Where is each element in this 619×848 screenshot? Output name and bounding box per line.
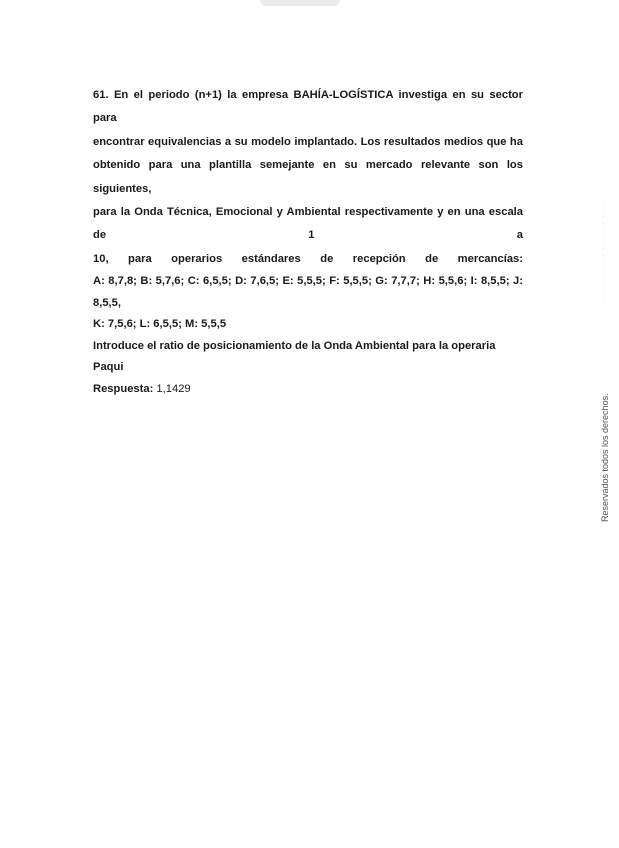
- problem-line: para la Onda Técnica, Emocional y Ambiental respectivamente y en una escala de 1 a: [93, 206, 523, 242]
- problem-statement: [93, 84, 523, 271]
- problem-line: encontrar equivalencias a su modelo implantado. Los resultados medios que ha: [93, 135, 523, 148]
- question-prompt: Introduce el ratio de posicionamiento de la Onda Ambiental para la operaria Paqui: [93, 339, 496, 374]
- problem-line: 10, para operarios estándares de recepción de mercancías:: [93, 252, 523, 265]
- scores-line: A: 8,7,8; B: 5,7,6; C: 6,5,5; D: 7,6,5; E: 5,5,5; F: 5,5,5; G: 7,7,7; H: 5,5,6; I: 8,5,5; J: 8,5,5,: [93, 275, 523, 309]
- answer-label: Respuesta:: [93, 382, 157, 395]
- scores-data: [93, 271, 523, 336]
- answer-value: 1,1429: [156, 382, 191, 395]
- rights-watermark: Reservados todos los derechos.: [600, 393, 610, 522]
- answer-line: [93, 379, 523, 401]
- scan-smudge: [260, 0, 340, 6]
- problem-line: obtenido para una plantilla semejante en su mercado relevante son los siguientes,: [93, 159, 523, 195]
- scores-line: K: 7,5,6; L: 6,5,5; M: 5,5,5: [93, 318, 227, 331]
- problem-line: 61. En el periodo (n+1) la empresa BAHÍA-LOGÍSTICA investiga en su sector para: [93, 89, 523, 125]
- exercise-block: [93, 84, 523, 400]
- faint-margin-text: · · · · · · · · · · · · · · · ·: [600, 202, 607, 300]
